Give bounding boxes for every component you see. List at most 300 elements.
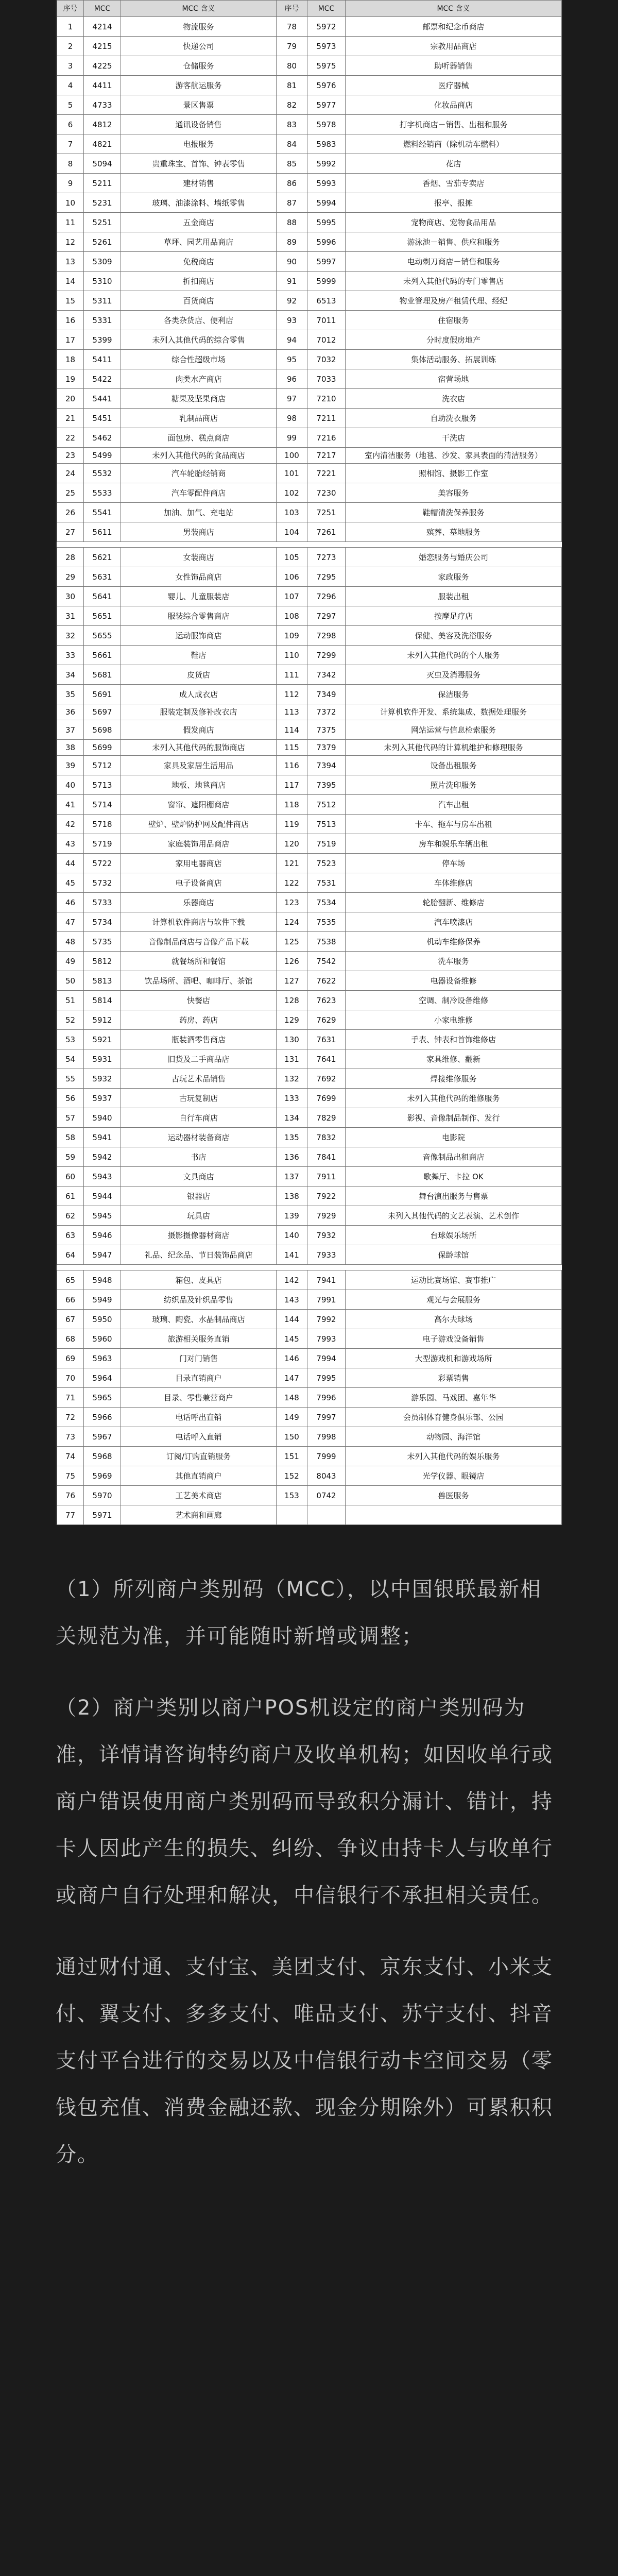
row-mcc: 5722 xyxy=(84,854,121,873)
row-meaning-2: 兽医服务 xyxy=(346,1486,562,1505)
row-mcc: 5309 xyxy=(84,252,121,272)
table-row xyxy=(57,1408,562,1427)
row-meaning: 加油、加气、充电站 xyxy=(121,503,277,522)
row-index: 36 xyxy=(57,704,84,720)
row-meaning-2: 集体活动服务、拓展训练 xyxy=(346,350,562,369)
row-mcc-2: 7217 xyxy=(307,448,346,464)
row-meaning-2: 洗衣店 xyxy=(346,389,562,409)
row-index-2: 117 xyxy=(277,775,307,795)
table-row xyxy=(57,873,562,893)
row-meaning: 工艺美术商店 xyxy=(121,1486,277,1505)
row-mcc: 5732 xyxy=(84,873,121,893)
row-mcc: 5691 xyxy=(84,685,121,704)
row-mcc: 5945 xyxy=(84,1206,121,1226)
row-index: 48 xyxy=(57,932,84,952)
row-index: 10 xyxy=(57,193,84,213)
row-index-2: 125 xyxy=(277,932,307,952)
table-row xyxy=(57,685,562,704)
row-mcc: 5960 xyxy=(84,1329,121,1349)
row-index: 63 xyxy=(57,1226,84,1245)
table-row xyxy=(57,893,562,912)
row-mcc: 5964 xyxy=(84,1368,121,1388)
row-mcc: 5499 xyxy=(84,448,121,464)
row-meaning-2: 分时度假房地产 xyxy=(346,330,562,350)
row-mcc-2: 7991 xyxy=(307,1290,346,1310)
row-meaning-2: 家具维修、翻新 xyxy=(346,1049,562,1069)
row-mcc-2: 7230 xyxy=(307,483,346,503)
row-mcc-2: 7513 xyxy=(307,815,346,834)
row-mcc-2: 7011 xyxy=(307,311,346,330)
row-mcc: 5735 xyxy=(84,932,121,952)
row-meaning-2: 动物园、海洋馆 xyxy=(346,1427,562,1447)
row-index-2: 137 xyxy=(277,1167,307,1187)
row-index-2: 99 xyxy=(277,428,307,448)
row-mcc: 5697 xyxy=(84,704,121,720)
row-index: 73 xyxy=(57,1427,84,1447)
row-index-2: 116 xyxy=(277,756,307,775)
row-meaning-2: 保龄球馆 xyxy=(346,1245,562,1265)
row-meaning: 皮货店 xyxy=(121,665,277,685)
row-mcc-2: 5993 xyxy=(307,174,346,193)
row-meaning-2: 游乐园、马戏团、嘉年华 xyxy=(346,1388,562,1408)
row-mcc-2: 7349 xyxy=(307,685,346,704)
row-meaning-2: 灭虫及消毒服务 xyxy=(346,665,562,685)
row-meaning: 肉类水产商店 xyxy=(121,369,277,389)
row-meaning-2: 香烟、雪茄专卖店 xyxy=(346,174,562,193)
row-index: 19 xyxy=(57,369,84,389)
row-mcc-2: 6513 xyxy=(307,291,346,311)
row-meaning: 快递公司 xyxy=(121,37,277,56)
row-mcc: 5699 xyxy=(84,740,121,756)
row-index: 58 xyxy=(57,1128,84,1147)
table-row xyxy=(57,775,562,795)
row-mcc-2: 7996 xyxy=(307,1388,346,1408)
row-meaning: 饮品场所、酒吧、咖啡厅、茶馆 xyxy=(121,971,277,991)
row-index: 21 xyxy=(57,409,84,428)
row-index: 3 xyxy=(57,56,84,76)
table-row xyxy=(57,548,562,567)
row-mcc-2: 7829 xyxy=(307,1108,346,1128)
row-meaning: 计算机软件商店与软件下载 xyxy=(121,912,277,932)
row-index: 39 xyxy=(57,756,84,775)
row-index-2: 120 xyxy=(277,834,307,854)
row-meaning-2: 观光与会展服务 xyxy=(346,1290,562,1310)
row-meaning-2: 保洁服务 xyxy=(346,685,562,704)
row-index: 60 xyxy=(57,1167,84,1187)
row-mcc-2: 7832 xyxy=(307,1128,346,1147)
row-mcc-2: 7273 xyxy=(307,548,346,567)
table-row xyxy=(57,1245,562,1265)
row-mcc-2: 7210 xyxy=(307,389,346,409)
row-index-2: 107 xyxy=(277,587,307,606)
row-meaning-2: 音像制品出租商店 xyxy=(346,1147,562,1167)
row-mcc-2: 7299 xyxy=(307,646,346,665)
row-mcc: 5422 xyxy=(84,369,121,389)
group-separator xyxy=(57,542,562,548)
row-meaning: 乳制品商店 xyxy=(121,409,277,428)
row-meaning: 物流服务 xyxy=(121,17,277,37)
row-mcc-2: 7542 xyxy=(307,952,346,971)
row-meaning-2: 未列入其他代码的专门零售店 xyxy=(346,272,562,291)
mcc-table-body xyxy=(57,17,562,1525)
row-index-2: 100 xyxy=(277,448,307,464)
table-row xyxy=(57,37,562,56)
row-meaning-2: 自助洗衣服务 xyxy=(346,409,562,428)
row-index-2: 94 xyxy=(277,330,307,350)
group-separator xyxy=(57,1265,562,1270)
row-mcc: 5611 xyxy=(84,522,121,542)
row-index-2: 97 xyxy=(277,389,307,409)
table-row xyxy=(57,815,562,834)
table-row xyxy=(57,409,562,428)
row-meaning: 地板、地毯商店 xyxy=(121,775,277,795)
row-index-2: 149 xyxy=(277,1408,307,1427)
row-meaning-2: 电影院 xyxy=(346,1128,562,1147)
row-meaning-2: 按摩足疗店 xyxy=(346,606,562,626)
table-row xyxy=(57,952,562,971)
row-index-2: 105 xyxy=(277,548,307,567)
table-row xyxy=(57,1388,562,1408)
row-mcc-2: 7216 xyxy=(307,428,346,448)
table-row xyxy=(57,854,562,873)
row-meaning-2: 计算机软件开发、系统集成、数据处理服务 xyxy=(346,704,562,720)
row-mcc-2: 7519 xyxy=(307,834,346,854)
row-mcc: 5251 xyxy=(84,213,121,232)
row-mcc: 5541 xyxy=(84,503,121,522)
row-meaning: 游客航运服务 xyxy=(121,76,277,95)
row-index: 62 xyxy=(57,1206,84,1226)
row-index-2: 141 xyxy=(277,1245,307,1265)
row-index: 56 xyxy=(57,1089,84,1108)
row-mcc: 5937 xyxy=(84,1089,121,1108)
row-meaning: 通讯设备销售 xyxy=(121,115,277,134)
row-meaning: 女装商店 xyxy=(121,548,277,567)
row-mcc: 5462 xyxy=(84,428,121,448)
row-index: 1 xyxy=(57,17,84,37)
row-index: 23 xyxy=(57,448,84,464)
table-row xyxy=(57,626,562,646)
row-meaning: 草坪、园艺用品商店 xyxy=(121,232,277,252)
row-meaning-2: 大型游戏机和游戏场所 xyxy=(346,1349,562,1368)
row-meaning-2: 电子游戏设备销售 xyxy=(346,1329,562,1349)
row-index: 14 xyxy=(57,272,84,291)
row-index: 50 xyxy=(57,971,84,991)
row-meaning-2: 电器设备维修 xyxy=(346,971,562,991)
row-index-2: 128 xyxy=(277,991,307,1010)
mcc-table xyxy=(57,0,562,1525)
row-meaning: 古玩复制店 xyxy=(121,1089,277,1108)
row-meaning: 百货商店 xyxy=(121,291,277,311)
row-mcc-2: 0742 xyxy=(307,1486,346,1505)
row-mcc-2: 5994 xyxy=(307,193,346,213)
table-row xyxy=(57,1069,562,1089)
table-header-row xyxy=(57,1,562,17)
row-mcc-2: 7395 xyxy=(307,775,346,795)
row-meaning-2: 电动剃刀商店－销售和服务 xyxy=(346,252,562,272)
row-index-2: 146 xyxy=(277,1349,307,1368)
row-meaning-2: 停车场 xyxy=(346,854,562,873)
row-mcc: 5947 xyxy=(84,1245,121,1265)
row-mcc-2: 5976 xyxy=(307,76,346,95)
table-row xyxy=(57,252,562,272)
row-index: 35 xyxy=(57,685,84,704)
table-row xyxy=(57,606,562,626)
row-meaning: 男装商店 xyxy=(121,522,277,542)
row-meaning-2: 台球娱乐场所 xyxy=(346,1226,562,1245)
table-row xyxy=(57,567,562,587)
row-mcc-2: 7922 xyxy=(307,1187,346,1206)
row-meaning: 家具及家居生活用品 xyxy=(121,756,277,775)
row-index-2: 78 xyxy=(277,17,307,37)
row-index-2: 145 xyxy=(277,1329,307,1349)
row-meaning: 成人成衣店 xyxy=(121,685,277,704)
row-meaning: 电话呼出直销 xyxy=(121,1408,277,1427)
row-index-2: 102 xyxy=(277,483,307,503)
table-row xyxy=(57,1447,562,1466)
note-mcc-source: （1）所列商户类别码（MCC），以中国银联最新相关规范为准，并可能随时新增或调整； xyxy=(56,1578,542,1648)
row-index: 18 xyxy=(57,350,84,369)
table-row xyxy=(57,134,562,154)
row-index: 64 xyxy=(57,1245,84,1265)
row-mcc: 4411 xyxy=(84,76,121,95)
row-index-2: 112 xyxy=(277,685,307,704)
row-index: 5 xyxy=(57,95,84,115)
row-meaning: 运动服饰商店 xyxy=(121,626,277,646)
row-mcc-2: 5972 xyxy=(307,17,346,37)
row-index-2: 81 xyxy=(277,76,307,95)
table-row xyxy=(57,1368,562,1388)
table-row xyxy=(57,795,562,815)
row-index: 26 xyxy=(57,503,84,522)
row-index-2: 134 xyxy=(277,1108,307,1128)
row-index: 76 xyxy=(57,1486,84,1505)
row-meaning-2: 宗教用品商店 xyxy=(346,37,562,56)
row-meaning: 旅游相关服务直销 xyxy=(121,1329,277,1349)
row-index: 24 xyxy=(57,464,84,483)
row-meaning-2: 未列入其他代码的个人服务 xyxy=(346,646,562,665)
row-mcc-2: 7995 xyxy=(307,1368,346,1388)
row-meaning-2: 高尔夫球场 xyxy=(346,1310,562,1329)
row-meaning-2: 殡葬、墓地服务 xyxy=(346,522,562,542)
row-mcc-2: 7699 xyxy=(307,1089,346,1108)
row-mcc: 4733 xyxy=(84,95,121,115)
row-mcc-2: 7932 xyxy=(307,1226,346,1245)
row-index-2: 129 xyxy=(277,1010,307,1030)
table-row xyxy=(57,464,562,483)
row-index: 2 xyxy=(57,37,84,56)
row-mcc: 5950 xyxy=(84,1310,121,1329)
row-index: 30 xyxy=(57,587,84,606)
row-meaning-2: 房车和娱乐车辆出租 xyxy=(346,834,562,854)
table-row xyxy=(57,1049,562,1069)
row-index: 28 xyxy=(57,548,84,567)
row-mcc-2: 7375 xyxy=(307,720,346,740)
row-mcc: 5719 xyxy=(84,834,121,854)
row-mcc: 5411 xyxy=(84,350,121,369)
row-mcc-2: 7997 xyxy=(307,1408,346,1427)
row-index: 22 xyxy=(57,428,84,448)
table-row xyxy=(57,154,562,174)
row-mcc-2: 7641 xyxy=(307,1049,346,1069)
header-mcc-2: MCC xyxy=(307,1,346,17)
row-mcc: 5966 xyxy=(84,1408,121,1427)
row-index: 45 xyxy=(57,873,84,893)
row-mcc-2: 7692 xyxy=(307,1069,346,1089)
row-meaning-2: 鞋帽清洗保养服务 xyxy=(346,503,562,522)
row-mcc-2: 7295 xyxy=(307,567,346,587)
row-meaning-2: 游泳池－销售、供应和服务 xyxy=(346,232,562,252)
table-row xyxy=(57,311,562,330)
table-row xyxy=(57,1290,562,1310)
table-row xyxy=(57,503,562,522)
row-meaning: 箱包、皮具店 xyxy=(121,1270,277,1290)
row-index: 11 xyxy=(57,213,84,232)
row-mcc-2: 5977 xyxy=(307,95,346,115)
row-meaning-2 xyxy=(346,1505,562,1525)
row-index: 29 xyxy=(57,567,84,587)
table-row xyxy=(57,834,562,854)
row-mcc-2: 7992 xyxy=(307,1310,346,1329)
row-meaning-2: 歌舞厅、卡拉 OK xyxy=(346,1167,562,1187)
row-mcc: 5921 xyxy=(84,1030,121,1049)
row-index: 20 xyxy=(57,389,84,409)
row-index-2: 104 xyxy=(277,522,307,542)
row-index: 16 xyxy=(57,311,84,330)
row-index: 51 xyxy=(57,991,84,1010)
row-index-2: 98 xyxy=(277,409,307,428)
table-row xyxy=(57,350,562,369)
row-meaning-2: 照片洗印服务 xyxy=(346,775,562,795)
row-meaning: 五金商店 xyxy=(121,213,277,232)
header-mcc: MCC xyxy=(84,1,121,17)
row-meaning: 折扣商店 xyxy=(121,272,277,291)
row-meaning-2: 未列入其他代码的娱乐服务 xyxy=(346,1447,562,1466)
row-meaning: 假发商店 xyxy=(121,720,277,740)
row-index: 6 xyxy=(57,115,84,134)
table-row xyxy=(57,232,562,252)
row-mcc: 5942 xyxy=(84,1147,121,1167)
table-row xyxy=(57,932,562,952)
row-index: 72 xyxy=(57,1408,84,1427)
row-meaning: 电报服务 xyxy=(121,134,277,154)
note-merchant-category: （2）商户类别以商户POS机设定的商户类别码为准，详情请咨询特约商户及收单机构；如因收单行或商户错误使用商户类别码而导致积分漏计、错计，持卡人因此产生的损失、纠纷、争议由持卡人与收单行或商户自行处理和解决，中信银行不承担相关责任。 xyxy=(56,1696,553,1907)
row-index: 49 xyxy=(57,952,84,971)
row-mcc-2: 7012 xyxy=(307,330,346,350)
header-meaning-2: MCC 含义 xyxy=(346,1,562,17)
row-mcc: 5932 xyxy=(84,1069,121,1089)
row-meaning-2: 运动比赛场馆、赛事推广 xyxy=(346,1270,562,1290)
row-index: 47 xyxy=(57,912,84,932)
row-index: 67 xyxy=(57,1310,84,1329)
row-mcc: 5963 xyxy=(84,1349,121,1368)
row-mcc-2: 7342 xyxy=(307,665,346,685)
row-index-2: 82 xyxy=(277,95,307,115)
table-row xyxy=(57,1270,562,1290)
row-index-2: 124 xyxy=(277,912,307,932)
row-mcc-2: 7993 xyxy=(307,1329,346,1349)
table-row xyxy=(57,1010,562,1030)
row-meaning-2: 燃料经销商（除机动车燃料） xyxy=(346,134,562,154)
row-index: 38 xyxy=(57,740,84,756)
row-index: 68 xyxy=(57,1329,84,1349)
table-row xyxy=(57,587,562,606)
row-mcc: 5713 xyxy=(84,775,121,795)
row-meaning-2: 住宿服务 xyxy=(346,311,562,330)
row-mcc: 5311 xyxy=(84,291,121,311)
row-meaning: 免税商店 xyxy=(121,252,277,272)
row-meaning-2: 小家电维修 xyxy=(346,1010,562,1030)
row-meaning: 面包房、糕点商店 xyxy=(121,428,277,448)
row-index: 25 xyxy=(57,483,84,503)
row-mcc: 5331 xyxy=(84,311,121,330)
row-mcc: 5533 xyxy=(84,483,121,503)
row-meaning: 家用电器商店 xyxy=(121,854,277,873)
row-meaning: 未列入其他代码的服饰商店 xyxy=(121,740,277,756)
row-meaning: 门对门销售 xyxy=(121,1349,277,1368)
row-index-2: 114 xyxy=(277,720,307,740)
row-mcc: 5969 xyxy=(84,1466,121,1486)
row-index: 59 xyxy=(57,1147,84,1167)
header-meaning: MCC 含义 xyxy=(121,1,277,17)
row-mcc-2: 7631 xyxy=(307,1030,346,1049)
row-mcc: 5734 xyxy=(84,912,121,932)
row-meaning: 婴儿、儿童服装店 xyxy=(121,587,277,606)
row-index: 31 xyxy=(57,606,84,626)
row-index-2: 135 xyxy=(277,1128,307,1147)
row-meaning: 汽车零配件商店 xyxy=(121,483,277,503)
row-meaning: 建材销售 xyxy=(121,174,277,193)
row-mcc: 5967 xyxy=(84,1427,121,1447)
row-mcc-2: 7523 xyxy=(307,854,346,873)
table-row xyxy=(57,448,562,464)
row-mcc: 5946 xyxy=(84,1226,121,1245)
row-meaning: 壁炉、壁炉防护网及配件商店 xyxy=(121,815,277,834)
table-row xyxy=(57,1310,562,1329)
row-index: 13 xyxy=(57,252,84,272)
row-index: 54 xyxy=(57,1049,84,1069)
row-mcc-2: 5975 xyxy=(307,56,346,76)
row-index-2 xyxy=(277,1505,307,1525)
row-mcc: 5631 xyxy=(84,567,121,587)
row-mcc: 5814 xyxy=(84,991,121,1010)
row-meaning-2: 焊接维修服务 xyxy=(346,1069,562,1089)
row-mcc-2: 7372 xyxy=(307,704,346,720)
table-row xyxy=(57,1030,562,1049)
row-index-2: 150 xyxy=(277,1427,307,1447)
table-row xyxy=(57,1329,562,1349)
row-mcc-2: 7033 xyxy=(307,369,346,389)
row-meaning: 快餐店 xyxy=(121,991,277,1010)
row-meaning: 仓储服务 xyxy=(121,56,277,76)
row-mcc: 4214 xyxy=(84,17,121,37)
row-index-2: 147 xyxy=(277,1368,307,1388)
row-mcc-2 xyxy=(307,1505,346,1525)
row-mcc: 5441 xyxy=(84,389,121,409)
row-index: 57 xyxy=(57,1108,84,1128)
mcc-table-image xyxy=(56,0,562,1525)
row-mcc-2: 7622 xyxy=(307,971,346,991)
row-mcc-2: 7379 xyxy=(307,740,346,756)
row-meaning-2: 保健、美容及洗浴服务 xyxy=(346,626,562,646)
table-row xyxy=(57,483,562,503)
row-index: 71 xyxy=(57,1388,84,1408)
header-index: 序号 xyxy=(57,1,84,17)
row-mcc: 5943 xyxy=(84,1167,121,1187)
row-meaning-2: 报亭、报摊 xyxy=(346,193,562,213)
row-index-2: 121 xyxy=(277,854,307,873)
row-index-2: 85 xyxy=(277,154,307,174)
row-meaning-2: 照相馆、摄影工作室 xyxy=(346,464,562,483)
